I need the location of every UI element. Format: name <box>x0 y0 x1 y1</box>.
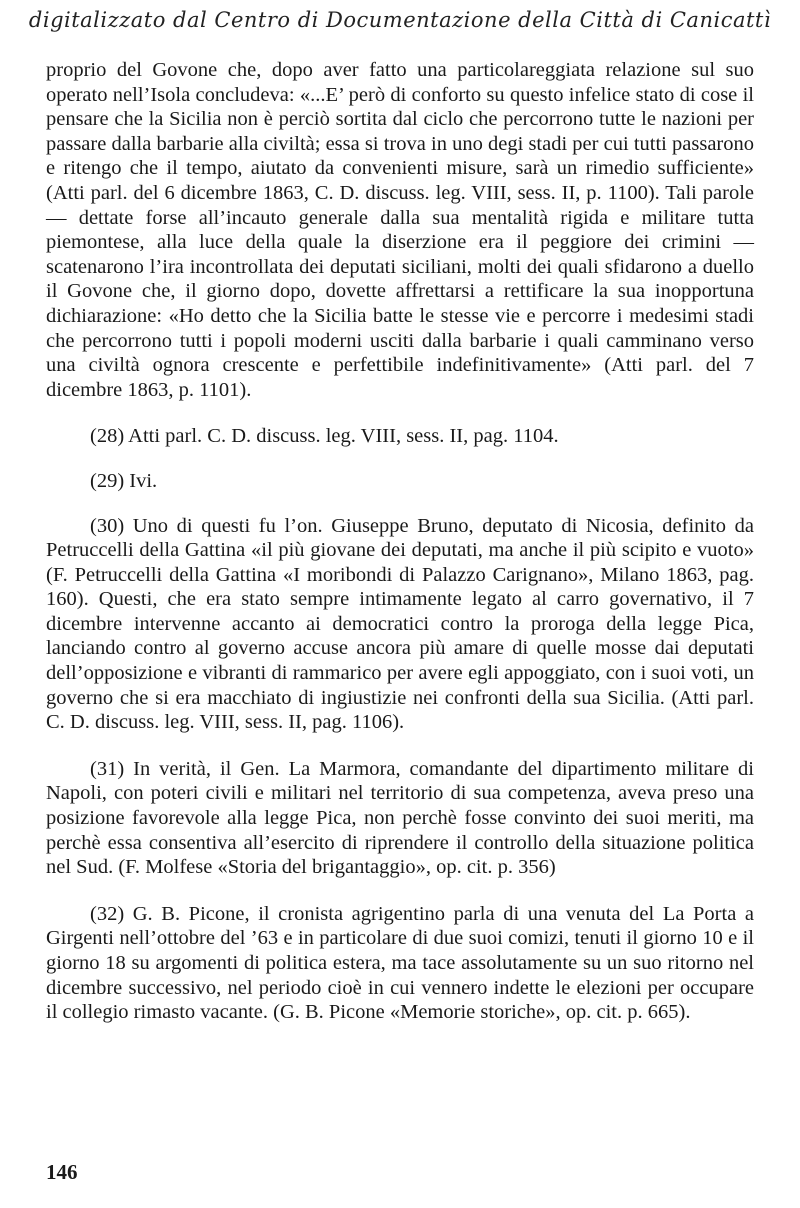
footnote-32: (32) G. B. Picone, il cronista agrigentino parla di una venuta del La Porta a Girgenti nell’ottobre del ’63 e in particolare di due suoi comizi, tenuti il giorno 10 e il giorno 18 su argomenti di politica estera, ma tace assolutamente su un suo ritorno nel dicembre successivo, nel periodo cioè in cui vennero indette le elezioni per occupare il collegio rimasto vacante. (G. B. Picone «Memorie storiche», op. cit. p. 665). <box>46 902 754 1024</box>
continuation-paragraph: proprio del Govone che, dopo aver fatto una particolareggiata relazione sul suo operato nell’Isola concludeva: «...E’ però di conforto su questo infelice stato di cose il pensare che la Sicilia non è perciò sortita dal ciclo che percorrono tutte le nazioni per passare dalla barbarie alla civiltà; essa si trova in uno degi stadi per cui tutti passarono e ritengo che il tempo, aiutato da convenienti misure, sarà un rimedio sufficiente» (Atti parl. del 6 dicembre 1863, C. D. discuss. leg. VIII, sess. II, p. 1100). Tali parole — dettate forse all’incauto generale dalla sua mentalità rigida e militare tutta piemontese, alla luce della quale la diserzione era il peggiore dei crimini — scatenarono l’ira incontrollata dei deputati siciliani, molti dei quali sfidarono a duello il Govone che, il giorno dopo, dovette affrettarsi a rettificare la sua inopportuna dichiarazione: «Ho detto che la Sicilia batte le stesse vie e percorre i medesimi stadi che percorrono tutti i popoli moderni usciti dalla barbarie i quali camminano verso una civiltà ognora crescente e perfettibile indefinitivamente» (Atti parl. del 7 dicembre 1863, p. 1101). <box>46 59 754 401</box>
page-number: 146 <box>46 1160 78 1184</box>
footnote-31: (31) In verità, il Gen. La Marmora, comandante del dipartimento militare di Napoli, con poteri civili e militari nel territorio di sua competenza, aveva preso una posizione favorevole alla legge Pica, non perchè fosse convinto dei suoi meriti, ma perchè essa consentiva all’esercito di riprendere il controllo della situazione politica nel Sud. (F. Molfese «Storia del brigantaggio», op. cit. p. 356) <box>46 757 754 879</box>
page-body <box>46 58 754 1025</box>
footnote-28: (28) Atti parl. C. D. discuss. leg. VIII, sess. II, pag. 1104. <box>90 425 559 448</box>
digitization-watermark: digitalizzato dal Centro di Documentazione della Città di Canicattì <box>28 8 772 32</box>
footnote-30: (30) Uno di questi fu l’on. Giuseppe Bruno, deputato di Nicosia, definito da Petruccelli della Gattina «il più giovane dei deputati, ma anche il più scipito e vuoto» (F. Petruccelli della Gattina «I moribondi di Palazzo Carignano», Milano 1863, pag. 160). Questi, che era stato sempre intimamente legato al carro governativo, il 7 dicembre intervenne accanto ai democratici contro la proroga della legge Pica, lanciando contro al governo accuse ancora più amare di quelle mosse dai deputati dell’opposizione e vibranti di rammarico per avere egli appoggiato, con i suoi voti, un governo che si era macchiato di ingiustizie nei confronti della sua Sicilia. (Atti parl. C. D. discuss. leg. VIII, sess. II, pag. 1106). <box>46 514 754 734</box>
footnote-29: (29) Ivi. <box>90 469 158 492</box>
